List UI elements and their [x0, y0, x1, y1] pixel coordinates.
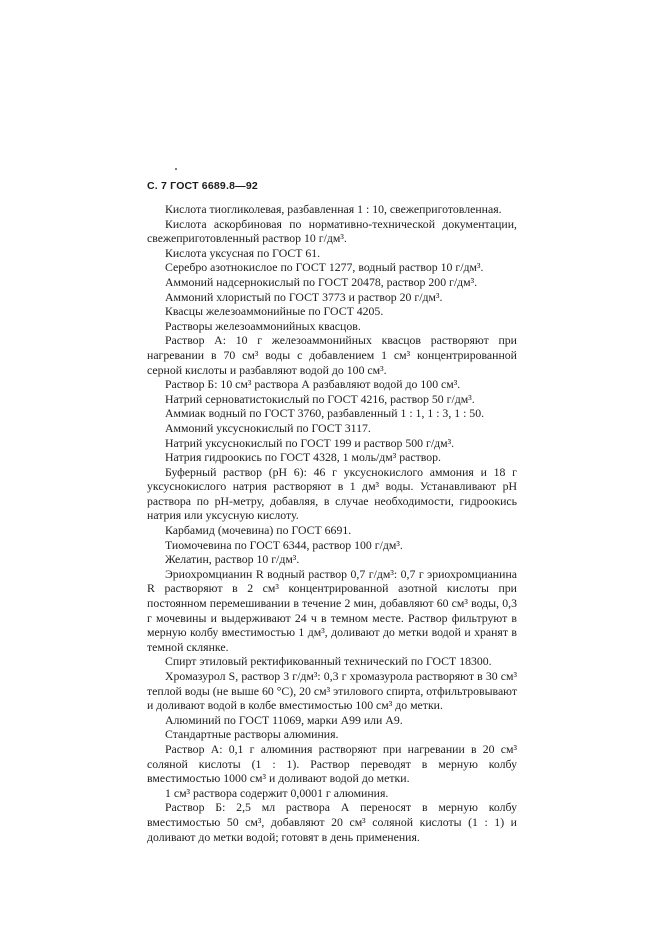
paragraph: Желатин, раствор 10 г/дм³.: [165, 552, 300, 567]
paragraph: Кислота тиогликолевая, разбавленная 1 : 10, свежеприготовленная.: [165, 202, 502, 216]
paragraph: Карбамид (мочевина) по ГОСТ 6691.: [165, 523, 352, 538]
paragraph: Хромазурол S, раствор 3 г/дм³: 0,3 г хромазурола растворяют в 30 см³ теплой воды (не выше 60 °С), 20 см³ этилового спирта, отфильтровывают и доливают водой в колбе вместимостью 100 см³ до метки.: [147, 669, 517, 713]
paragraph: 1 см³ раствора содержит 0,0001 г алюминия.: [165, 785, 389, 800]
paragraph: Алюминий по ГОСТ 11069, марки А99 или А9.: [165, 712, 403, 727]
paragraph: Раствор Б: 2,5 мл раствора А переносят в мерную колбу вместимостью 50 см³, добавляют 20 см³ соляной кислоты (1 : 1) и доливают до метки водой; готовят в день применения.: [147, 800, 517, 844]
paragraph: Раствор А: 0,1 г алюминия растворяют при нагревании в 20 см³ соляной кислоты (1 : 1). Раствор переводят в мерную колбу вместимостью 1000 см³ и доливают водой до метки.: [147, 741, 517, 786]
paragraph: Аммоний хлористый по ГОСТ 3773 и раствор 20 г/дм³.: [165, 289, 443, 304]
paragraph: Растворы железоаммонийных квасцов.: [165, 318, 361, 333]
paragraph: Аммоний надсернокислый по ГОСТ 20478, раствор 200 г/дм³.: [165, 274, 478, 289]
paragraph: Натрия гидроокись по ГОСТ 4328, 1 моль/дм³ раствор.: [165, 450, 441, 465]
paragraph: Кислота уксусная по ГОСТ 61.: [165, 245, 321, 260]
paragraph: Аммиак водный по ГОСТ 3760, разбавленный 1 : 1, 1 : 3, 1 : 50.: [165, 406, 485, 421]
page-header: С. 7 ГОСТ 6689.8—92: [147, 180, 258, 192]
paragraph: Раствор Б: 10 см³ раствора А разбавляют водой до 100 см³.: [165, 377, 461, 392]
paragraph: Тиомочевина по ГОСТ 6344, раствор 100 г/дм³.: [165, 537, 403, 552]
paragraph: Натрий серноватистокислый по ГОСТ 4216, раствор 50 г/дм³.: [165, 391, 475, 406]
paragraph: Стандартные растворы алюминия.: [165, 727, 339, 742]
paragraph: Эриохромцианин R водный раствор 0,7 г/дм³: 0,7 г эриохромцианина R растворяют в 2 см³ концентрированной азотной кислоты при постоянном перемешивании в течение 2 мин, добавляют 60 см³ воды, 0,3 г мочевины и выдерживают 24 ч в темном месте. Раствор фильтруют в мерную колбу вместимостью 1 дм³, доливают до метки водой и хранят в темной склянке.: [147, 566, 517, 654]
paragraph: Аммоний уксуснокислый по ГОСТ 3117.: [165, 420, 371, 435]
paragraph: Раствор А: 10 г железоаммонийных квасцов растворяют при нагревании в 70 см³ воды с добавлением 1 см³ концентрированной серной кислоты и разбавляют водой до 100 см³.: [147, 333, 517, 377]
paragraph: Буферный раствор (рН 6): 46 г уксуснокислого аммония и 18 г уксуснокислого натрия растворяют в 1 дм³ воды. Устанавливают рН раствора по рН-метру, добавляя, в случае необходимости, гидроокись натрия или уксусную кислоту.: [147, 464, 517, 523]
paragraph: Квасцы железоаммонийные по ГОСТ 4205.: [165, 304, 384, 319]
paragraph: Серебро азотнокислое по ГОСТ 1277, водный раствор 10 г/дм³.: [165, 260, 484, 275]
paragraph: Спирт этиловый ректификованный технический по ГОСТ 18300.: [165, 654, 492, 669]
paragraph: Кислота аскорбиновая по нормативно-технической документации, свежеприготовленный раствор 10 г/дм³.: [147, 216, 517, 246]
body-text: [147, 202, 517, 844]
speck-mark: [175, 168, 177, 170]
paragraph: Натрий уксуснокислый по ГОСТ 199 и раствор 500 г/дм³.: [165, 435, 455, 450]
